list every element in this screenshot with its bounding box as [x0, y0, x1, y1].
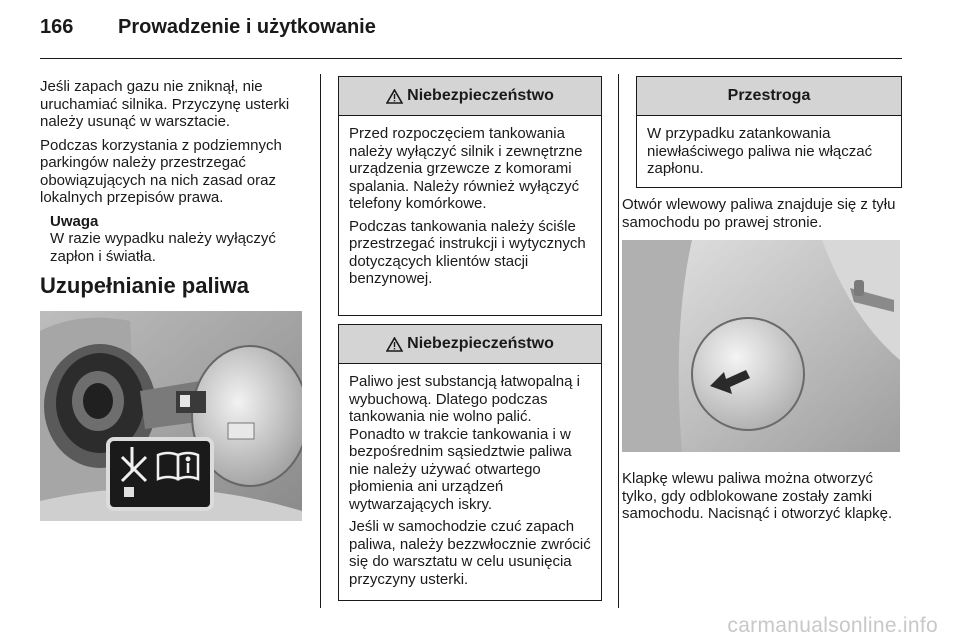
- column-3-text-top: [622, 196, 904, 231]
- header-divider: [40, 58, 902, 59]
- paragraph: Klapkę wlewu paliwa można otworzyć tylko, gdy odblokowane zostały zamki samochodu. Nacisnąć i otworzyć klapkę.: [622, 470, 893, 522]
- column-divider-left: [320, 74, 321, 608]
- danger-box-title: Niebezpieczeństwo: [407, 87, 554, 104]
- paragraph: Otwór wlewowy paliwa znajduje się z tyłu samochodu po prawej stronie.: [622, 196, 896, 231]
- danger-box-header: [339, 325, 601, 364]
- paragraph: Paliwo jest substancją łatwopalną i wybuchową. Dlatego podczas tankowania nie wolno palić. Ponadto w trakcie tankowania i w bezpośrednim sąsiedztwie paliwa nie należy używać otwartego płomienia ani urządzeń wytwarzających iskry.: [349, 373, 580, 513]
- column-3-text-bottom: [622, 470, 904, 523]
- paragraph: Jeśli w samochodzie czuć zapach paliwa, należy bezzwłocznie zwrócić się do warsztatu w celu usunięcia przyczyny usterki.: [349, 518, 591, 588]
- caution-box-body: W przypadku zatankowania niewłaściwego paliwa nie włączać zapłonu.: [647, 125, 873, 177]
- caution-box-header: Przestroga: [637, 77, 901, 116]
- note-title: Uwaga: [50, 212, 99, 230]
- note-text: W razie wypadku należy wyłączyć zapłon i światła.: [50, 230, 276, 265]
- page-title: Prowadzenie i użytkowanie: [118, 16, 376, 38]
- note-block: [40, 213, 308, 266]
- section-heading: Uzupełnianie paliwa: [40, 273, 250, 298]
- warning-triangle-icon: [386, 89, 403, 104]
- paragraph: Jeśli zapach gazu nie zniknął, nie uruchamiać silnika. Przyczynę usterki należy usunąć w warsztacie.: [40, 78, 290, 130]
- danger-box-title: Niebezpieczeństwo: [407, 335, 554, 352]
- page-number: 166: [40, 16, 74, 38]
- paragraph: Podczas tankowania należy ściśle przestrzegać instrukcji i wytycznych dotyczących klientów stacji benzynowej.: [349, 217, 586, 287]
- warning-triangle-icon: [386, 337, 403, 352]
- danger-box: [338, 324, 602, 601]
- fuel-filler-photo: [40, 311, 302, 521]
- column-1: [40, 78, 308, 299]
- column-divider-right: [618, 74, 619, 608]
- danger-box: [338, 76, 602, 316]
- danger-box-body: [339, 364, 601, 601]
- caution-box: [636, 76, 902, 188]
- watermark: carmanualsonline.info: [727, 614, 938, 637]
- fuel-flap-photo: [622, 240, 900, 452]
- danger-box-header: [339, 77, 601, 116]
- paragraph: Przed rozpoczęciem tankowania należy wyłączyć silnik i zewnętrzne urządzenia grzewcze z komorami spalania. Należy również wyłączyć telefony komórkowe.: [349, 125, 583, 212]
- paragraph: Podczas korzystania z podziemnych parkingów należy przestrzegać obowiązujących na nich zasad oraz lokalnych przepisów prawa.: [40, 136, 282, 206]
- danger-box-body: [339, 116, 601, 301]
